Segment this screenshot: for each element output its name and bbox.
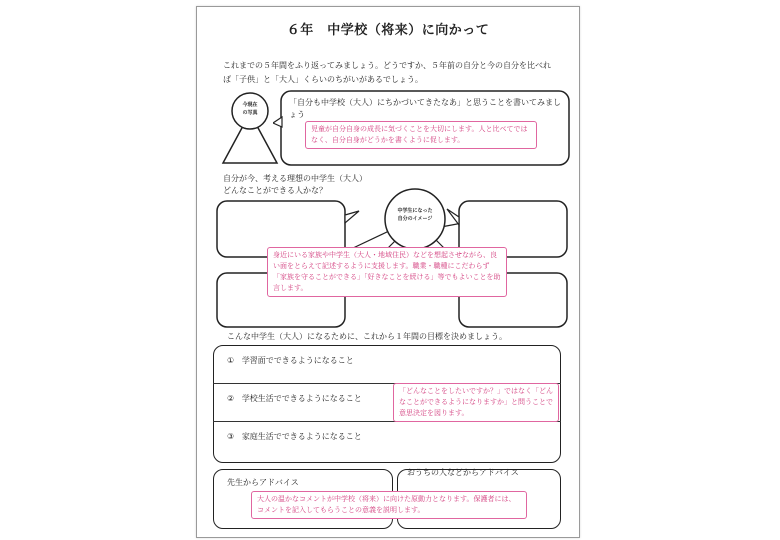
goal-num-3: ③ [227, 432, 235, 441]
ideal-box-upper-right-tail [447, 209, 459, 225]
worksheet-page [196, 6, 580, 538]
advice-home-label: おうちの人などからアドバイス [407, 468, 519, 477]
goal-row-1 [227, 355, 354, 366]
ideal-label-line2: 自分のイメージ [397, 216, 433, 222]
goal-num-1: ① [227, 356, 235, 365]
page-title: ６年 中学校（将来）に向かって [286, 23, 490, 38]
goal-row-2 [227, 393, 362, 404]
goal-label-2: 学校生活でできるようになること [241, 394, 362, 403]
goal-label-1: 学習面でできるようになること [241, 356, 354, 365]
intro-text: これまでの５年間をふり返ってみましょう。どうですか、５年前の自分と今の自分を比べれば「子供」と「大人」くらいのちがいがあるでしょう。 [223, 61, 551, 84]
goal-num-2: ② [227, 394, 235, 403]
note-box-3: 「どんなことをしたいですか？」ではなく「どんなことができるようになりますか」と問うことで意思決定を図ります。 [393, 383, 559, 422]
photo-label-line2: の写真 [242, 110, 258, 116]
section2-line2: どんなことができる人かな？ [223, 186, 327, 195]
photo-label [233, 101, 267, 117]
goal-label-3: 家庭生活でできるようになること [241, 432, 362, 441]
note-box-1: 児童が自分自身の成長に気づくことを大切にします。人と比べてではなく、自分自身がどうかを書くように促します。 [305, 121, 537, 149]
ideal-center-label [383, 207, 447, 223]
goal-row-3 [227, 431, 362, 442]
speech-text: 「自分も中学校（大人）にちかづいてきたなあ」と思うことを書いてみましょう [289, 98, 561, 119]
note-box-2: 身近にいる家族や中学生（大人・地域住民）などを想起させながら、良い面をとらえて記述するように支援します。職業・職種にこだわらず「家族を守ることができる」「好きなことを続ける」等でもよいことを助言します。 [267, 247, 507, 297]
speech-bubble-tail [273, 117, 282, 127]
photo-label-line1: 今現在 [242, 102, 258, 108]
ideal-box-upper-left-tail [345, 211, 359, 223]
section2-line1: 自分が今、考える理想の中学生（大人） [223, 174, 367, 183]
section3-heading: こんな中学生（大人）になるために、これから１年間の目標を決めましょう。 [227, 332, 507, 341]
ideal-label-line1: 中学生になった [397, 208, 433, 214]
note-box-4: 大人の温かなコメントが中学校（将来）に向けた原動力となります。保護者には、コメントを記入してもらうことの意義を説明します。 [251, 491, 527, 519]
advice-teacher-label: 先生からアドバイス [227, 478, 299, 487]
